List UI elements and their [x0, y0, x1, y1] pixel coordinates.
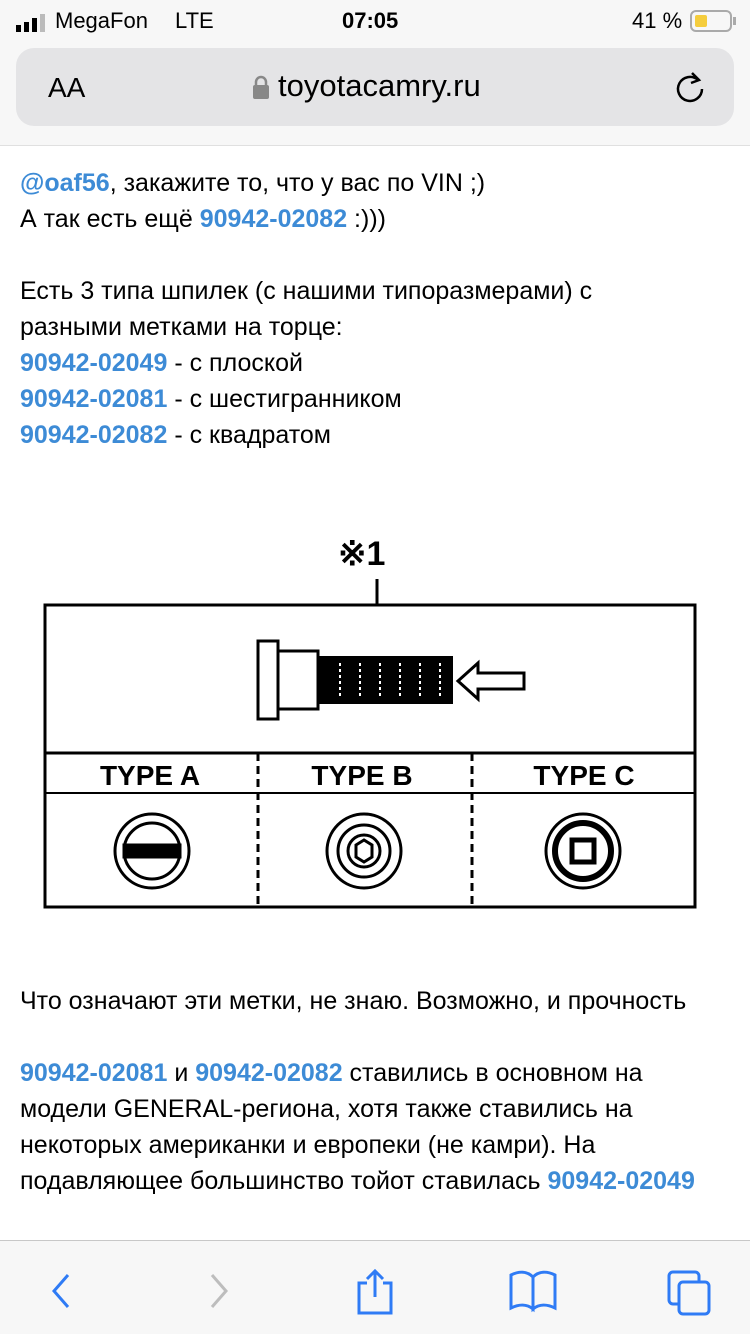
carrier: MegaFon — [55, 8, 148, 33]
paragraph: Что означают эти метки, не знаю. Возможно, и прочность — [20, 987, 687, 1015]
part-link[interactable]: 90942-02082 — [195, 1059, 343, 1087]
stud-drawing — [258, 641, 524, 719]
text: - с плоской — [167, 349, 303, 377]
network: LTE — [175, 8, 214, 33]
part-link[interactable]: 90942-02049 — [20, 349, 168, 377]
part-link[interactable]: 90942-02049 — [547, 1167, 695, 1195]
address-bar[interactable] — [16, 48, 734, 126]
bookmarks-button[interactable] — [508, 1269, 552, 1313]
reload-icon[interactable] — [674, 70, 708, 111]
post-content — [20, 146, 740, 1240]
lock-icon — [252, 74, 270, 105]
type-b-label: TYPE B — [311, 760, 413, 791]
part-link[interactable]: 90942-02081 — [20, 1059, 168, 1087]
clock: 07:05 — [342, 8, 399, 33]
text: ставились в основном на модели GENERAL-региона, хотя также ставились на некоторых американки и европеки (не камри). На подавляющее большинство тойот ставилась — [20, 1059, 643, 1195]
browser-toolbar — [0, 1240, 750, 1334]
part-link[interactable]: 90942-02081 — [20, 385, 168, 413]
diagram-ref: ※1 — [338, 535, 386, 573]
status-bar — [0, 0, 750, 44]
user-mention-link[interactable]: @oaf56 — [20, 169, 110, 197]
tabs-button[interactable] — [666, 1269, 710, 1313]
text: :))) — [347, 205, 386, 233]
text: , закажите то, что у вас по VIN ;) — [109, 169, 486, 197]
back-button[interactable] — [42, 1269, 86, 1313]
part-link[interactable]: 90942-02082 — [20, 421, 168, 449]
text: - с квадратом — [167, 421, 331, 449]
url-text[interactable]: toyotacamry.ru — [278, 68, 481, 103]
text: - с шестигранником — [167, 385, 402, 413]
paragraph: Есть 3 типа шпилек (с нашими типоразмерами) с разными метками на торце: — [20, 277, 593, 341]
text-size-button[interactable]: AA — [48, 72, 86, 103]
text: А так есть ещё — [20, 205, 200, 233]
signal-icon — [16, 12, 56, 30]
forward-button[interactable] — [198, 1269, 242, 1313]
type-c-label: TYPE C — [533, 760, 635, 791]
battery-percent: 41 % — [632, 8, 683, 33]
text: и — [167, 1059, 196, 1087]
share-button[interactable] — [353, 1269, 397, 1313]
wheel-stud-diagram — [20, 453, 740, 983]
type-a-label: TYPE A — [99, 760, 201, 791]
part-link[interactable]: 90942-02082 — [199, 205, 348, 233]
battery-icon — [690, 10, 738, 40]
